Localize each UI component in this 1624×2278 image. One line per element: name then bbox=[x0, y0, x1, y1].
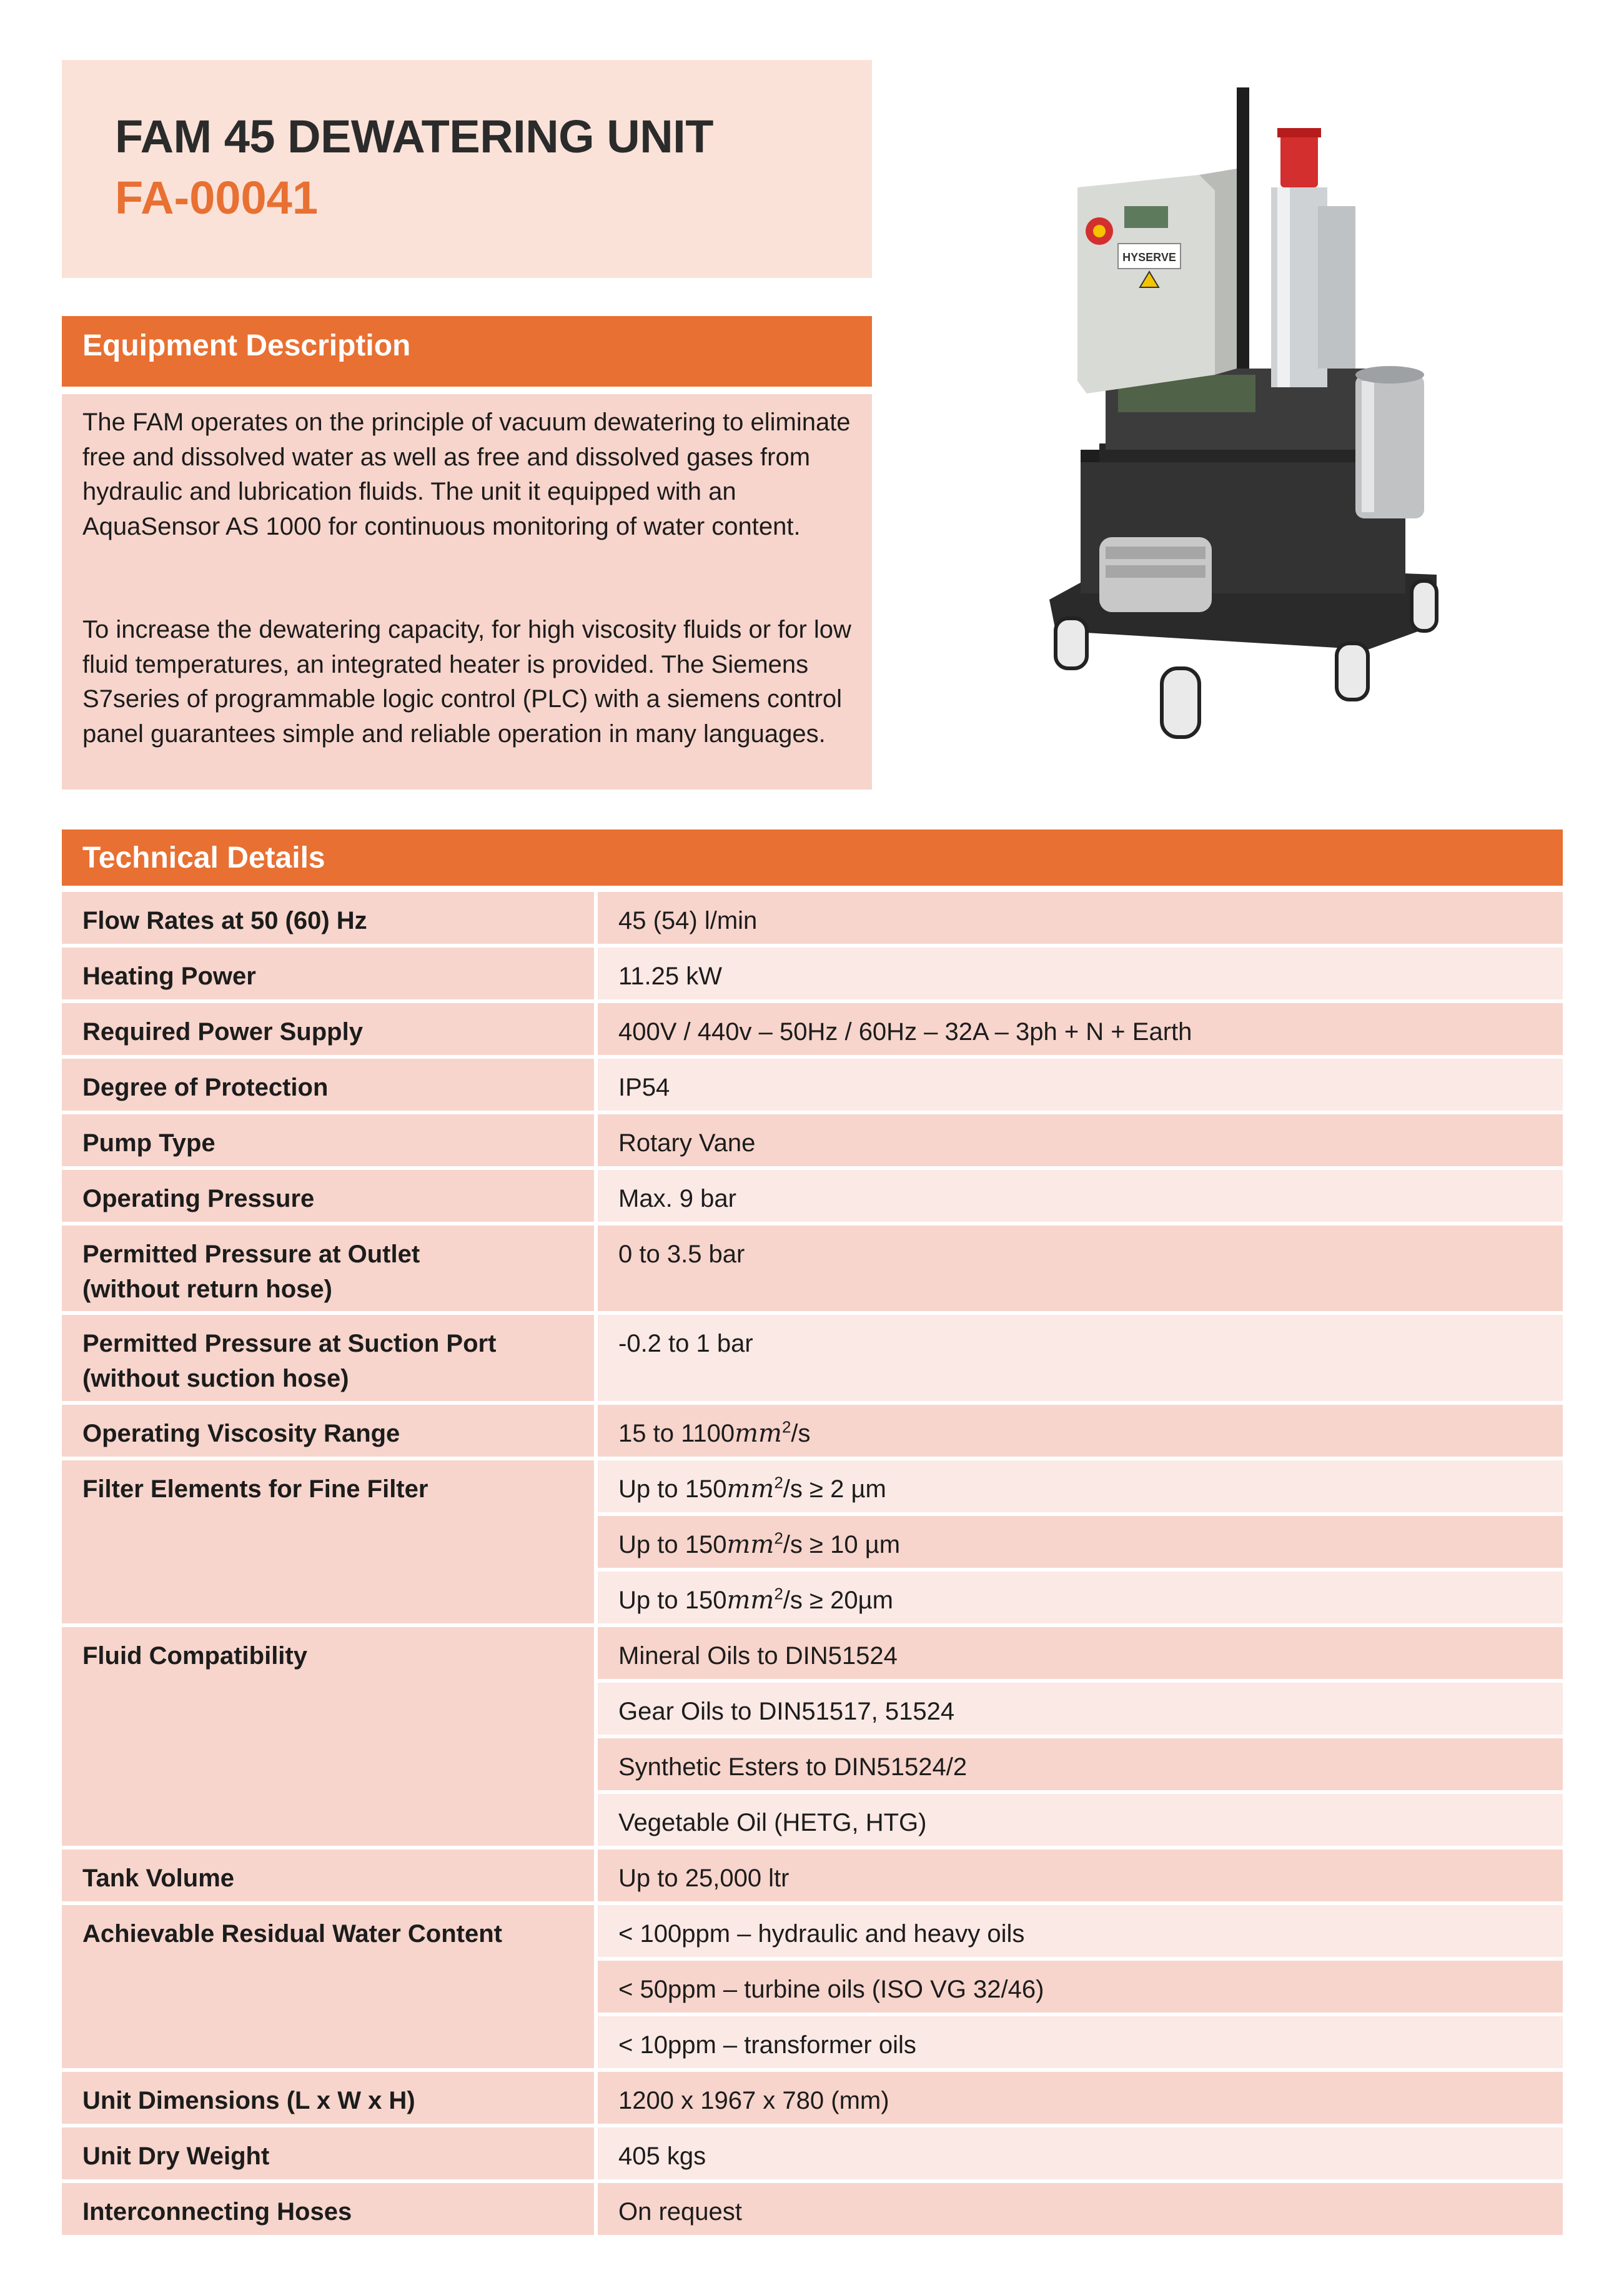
brand-label: HYSERVE bbox=[1122, 251, 1176, 264]
description-paragraph-1: The FAM operates on the principle of vacuum dewatering to eliminate free and dissolved water as well as free and dissolved gases from hydraulic and lubrication fluids. The unit it equipped with an AquaSensor AS 1000 for continuous monitoring of water content. bbox=[82, 409, 851, 540]
section-title: Equipment Description bbox=[82, 329, 411, 362]
equipment-description-header bbox=[62, 316, 872, 387]
equipment-description-body bbox=[62, 394, 872, 790]
table-row-value: < 50ppm – turbine oils (ISO VG 32/46) bbox=[598, 1961, 1563, 2013]
description-paragraph-2: To increase the dewatering capacity, for high viscosity fluids or for low fluid temperatures, an integrated heater is provided. The Siemens S7series of programmable logic control (PLC) with a siemens control panel guarantees simple and reliable operation in many languages. bbox=[82, 616, 851, 748]
table-row-label: Degree of Protection bbox=[62, 1059, 594, 1111]
wheel-center bbox=[1162, 668, 1199, 737]
table-row-value: IP54 bbox=[598, 1059, 1563, 1111]
table-row-value: Mineral Oils to DIN51524 bbox=[598, 1627, 1563, 1679]
table-row-label: Tank Volume bbox=[62, 1850, 594, 1901]
table-row-value: Up to 25,000 ltr bbox=[598, 1850, 1563, 1901]
table-row-label: Interconnecting Hoses bbox=[62, 2183, 594, 2235]
wheel-right-front bbox=[1337, 643, 1368, 700]
wheel-right-back bbox=[1412, 581, 1437, 631]
table-row-value: Up to $150mm^2/s \ge 20\mu m$ bbox=[598, 1572, 1563, 1623]
table-row-value: 0 to 3.5 bar bbox=[598, 1226, 1563, 1311]
table-row-value: < 10ppm – transformer oils bbox=[598, 2016, 1563, 2068]
table-row-label: Achievable Residual Water Content bbox=[62, 1905, 594, 2068]
table-row-value: Synthetic Esters to DIN51524/2 bbox=[598, 1738, 1563, 1790]
wheel-left-front bbox=[1056, 618, 1087, 668]
table-row-label: Heating Power bbox=[62, 948, 594, 999]
table-row-value: 45 (54) l/min bbox=[598, 892, 1563, 944]
technical-details-header bbox=[62, 829, 1563, 886]
product-photo bbox=[1031, 81, 1468, 768]
table-row-value: Up to $150mm^2/s \ge 2$ µm bbox=[598, 1460, 1563, 1512]
table-row-value: Up to $150mm^2/s \ge 10$ µm bbox=[598, 1516, 1563, 1568]
table-row-value: 405 kgs bbox=[598, 2127, 1563, 2179]
table-row-label: Operating Pressure bbox=[62, 1170, 594, 1222]
table-row-label: Permitted Pressure at Suction Port (without suction hose) bbox=[62, 1315, 594, 1401]
table-row-value: 15 to $1100mm^2/s$ bbox=[598, 1405, 1563, 1457]
table-row-label: Pump Type bbox=[62, 1114, 594, 1166]
table-row-value: < 100ppm – hydraulic and heavy oils bbox=[598, 1905, 1563, 1957]
section-title: Technical Details bbox=[82, 841, 325, 874]
table-row-label: Filter Elements for Fine Filter bbox=[62, 1460, 594, 1623]
table-row-label: Required Power Supply bbox=[62, 1003, 594, 1055]
table-row-value: On request bbox=[598, 2183, 1563, 2235]
table-row-value: 1200 x 1967 x 780 (mm) bbox=[598, 2072, 1563, 2124]
table-row-value: 11.25 kW bbox=[598, 948, 1563, 999]
table-row-label: Permitted Pressure at Outlet (without return hose) bbox=[62, 1226, 594, 1311]
table-row-label: Operating Viscosity Range bbox=[62, 1405, 594, 1457]
table-row-value: -0.2 to 1 bar bbox=[598, 1315, 1563, 1401]
table-row-label: Unit Dry Weight bbox=[62, 2127, 594, 2179]
table-row-value: Gear Oils to DIN51517, 51524 bbox=[598, 1683, 1563, 1735]
table-row-label: Fluid Compatibility bbox=[62, 1627, 594, 1846]
table-row-label: Flow Rates at 50 (60) Hz bbox=[62, 892, 594, 944]
table-row-value: Rotary Vane bbox=[598, 1114, 1563, 1166]
page-title: FAM 45 DEWATERING UNIT bbox=[115, 111, 713, 162]
table-row-label: Unit Dimensions (L x W x H) bbox=[62, 2072, 594, 2124]
table-row-value: Max. 9 bar bbox=[598, 1170, 1563, 1222]
product-code: FA-00041 bbox=[115, 172, 318, 224]
table-row-value: 400V / 440v – 50Hz / 60Hz – 32A – 3ph + N + Earth bbox=[598, 1003, 1563, 1055]
title-box bbox=[62, 60, 872, 278]
table-row-value: Vegetable Oil (HETG, HTG) bbox=[598, 1794, 1563, 1846]
